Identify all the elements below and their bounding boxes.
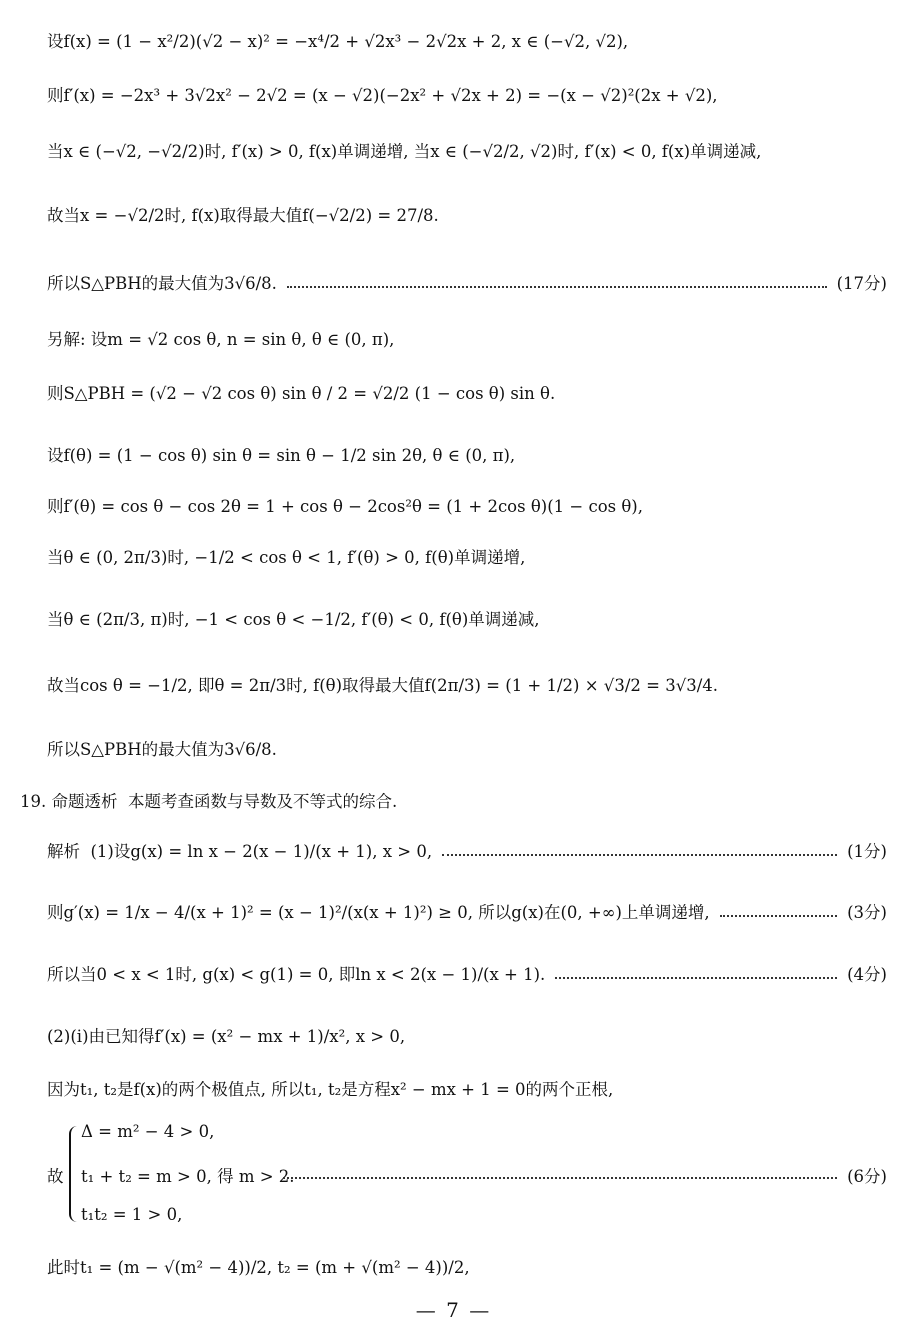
system-row: Δ = m² − 4 > 0, (81, 1122, 215, 1141)
solution-line: 则S△PBH = (√2 − √2 cos θ) sin θ / 2 = √2/2 (1 − cos θ) sin θ. (47, 384, 556, 403)
solution-line: 设f(θ) = (1 − cos θ) sin θ = sin θ − 1/2 sin 2θ, θ ∈ (0, π), (47, 446, 516, 465)
solution-line: 当θ ∈ (2π/3, π)时, −1 < cos θ < −1/2, f′(θ) < 0, f(θ)单调递减, (47, 610, 540, 629)
solution-line: 当x ∈ (−√2, −√2/2)时, f′(x) > 0, f(x)单调递增, 当x ∈ (−√2/2, √2)时, f′(x) < 0, f(x)单调递减, (47, 142, 762, 161)
solution-line: 此时t₁ = (m − √(m² − 4))/2, t₂ = (m + √(m² − 4))/2, (47, 1258, 470, 1277)
score-label: (17分) (836, 274, 887, 293)
solution-line: 故当x = −√2/2时, f(x)取得最大值f(−√2/2) = 27/8. (47, 206, 439, 225)
solution-line: 故当cos θ = −1/2, 即θ = 2π/3时, f(θ)取得最大值f(2π/3) = (1 + 1/2) × √3/2 = 3√3/4. (47, 676, 719, 695)
solution-line: 所以当0 < x < 1时, g(x) < g(1) = 0, 即ln x < 2(x − 1)/(x + 1). (4分) (47, 965, 887, 984)
system-row: t₁ + t₂ = m > 0, 得 m > 2. (81, 1167, 295, 1186)
solution-line: 则f′(θ) = cos θ − cos 2θ = 1 + cos θ − 2cos²θ = (1 + 2cos θ)(1 − cos θ), (47, 497, 643, 516)
system-row: t₁t₂ = 1 > 0, (81, 1205, 183, 1224)
score-label: (1分) (847, 842, 887, 861)
problem-heading: 19. 命题透析 本题考查函数与导数及不等式的综合. (20, 792, 398, 811)
solution-line: 当θ ∈ (0, 2π/3)时, −1/2 < cos θ < 1, f′(θ) > 0, f(θ)单调递增, (47, 548, 526, 567)
dot-leader (442, 854, 837, 856)
solution-line: 因为t₁, t₂是f(x)的两个极值点, 所以t₁, t₂是方程x² − mx + 1 = 0的两个正根, (47, 1080, 614, 1099)
solution-line: 则g′(x) = 1/x − 4/(x + 1)² = (x − 1)²/(x(x + 1)²) ≥ 0, 所以g(x)在(0, +∞)上单调递增, (3分) (47, 903, 887, 922)
score-label: (3分) (847, 903, 887, 922)
score-label: (4分) (847, 965, 887, 984)
dot-leader (555, 977, 837, 979)
system-label: 故 (47, 1167, 64, 1186)
left-brace (69, 1126, 79, 1222)
page-number: — 7 — (415, 1298, 492, 1322)
dot-leader (283, 1177, 837, 1179)
solution-line: 所以S△PBH的最大值为3√6/8. (17分) (47, 274, 887, 293)
solution-line: 解析 (1)设g(x) = ln x − 2(x − 1)/(x + 1), x > 0, (1分) (47, 842, 887, 861)
dot-leader (287, 286, 827, 288)
solution-line: 另解: 设m = √2 cos θ, n = sin θ, θ ∈ (0, π), (47, 330, 395, 349)
system-score-row (273, 1163, 887, 1187)
solution-line: 设f(x) = (1 − x²/2)(√2 − x)² = −x⁴/2 + √2x³ − 2√2x + 2, x ∈ (−√2, √2), (47, 32, 629, 51)
solution-line: 所以S△PBH的最大值为3√6/8. (47, 740, 277, 759)
score-label: (6分) (847, 1167, 887, 1186)
solution-line: (2)(ⅰ)由已知得f′(x) = (x² − mx + 1)/x², x > 0, (47, 1027, 406, 1046)
solution-line: 则f′(x) = −2x³ + 3√2x² − 2√2 = (x − √2)(−2x² + √2x + 2) = −(x − √2)²(2x + √2), (47, 86, 718, 105)
dot-leader (720, 915, 837, 917)
equation-system (47, 1120, 887, 1230)
